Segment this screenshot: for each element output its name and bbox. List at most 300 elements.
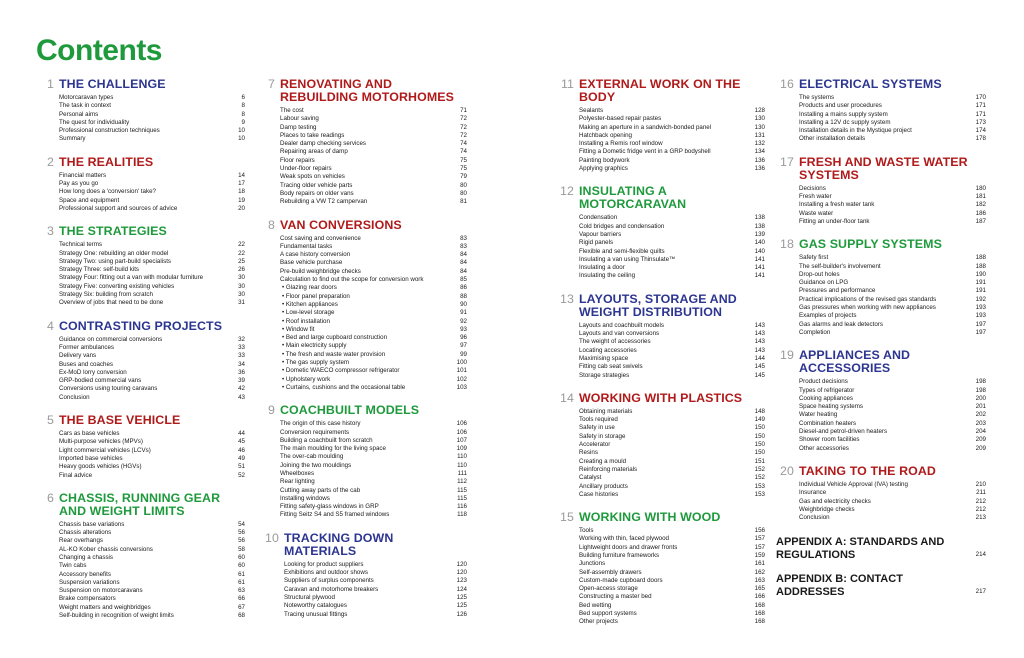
toc-entry[interactable] <box>59 612 245 620</box>
toc-entry-label: • Roof installation <box>280 318 330 326</box>
toc-entry-page: 125 <box>456 602 467 610</box>
toc-entry[interactable] <box>799 127 986 135</box>
toc-entry-page: 210 <box>975 480 986 488</box>
toc-entry[interactable] <box>59 604 245 612</box>
toc-entry[interactable] <box>799 481 986 489</box>
toc-entry-page: 22 <box>238 241 245 249</box>
toc-entry-label: Storage strategies <box>579 371 630 379</box>
toc-entry[interactable] <box>579 610 765 618</box>
toc-entry[interactable] <box>799 489 986 497</box>
toc-entry[interactable] <box>59 283 245 291</box>
toc-entry[interactable] <box>579 544 765 552</box>
toc-entry[interactable] <box>280 268 467 276</box>
toc-entry[interactable] <box>280 140 467 148</box>
toc-entry-label: Resins <box>579 449 598 457</box>
toc-entry[interactable] <box>280 293 467 301</box>
toc-entry[interactable] <box>579 602 765 610</box>
toc-entry[interactable] <box>59 102 245 110</box>
toc-entry-label: Individual Vehicle Approval (IVA) testing <box>799 480 908 488</box>
toc-entry-page: 81 <box>460 198 467 206</box>
toc-entry[interactable] <box>579 527 765 535</box>
toc-entry-label: Rigid panels <box>579 239 614 247</box>
toc-entry-label: Cold bridges and condensation <box>579 222 665 230</box>
toc-entry-page: 90 <box>460 300 467 308</box>
toc-entry[interactable] <box>280 351 467 359</box>
appendix-a <box>776 536 986 561</box>
toc-entry[interactable] <box>280 284 467 292</box>
toc-entry-page: 150 <box>754 441 765 449</box>
toc-entry[interactable] <box>799 279 986 287</box>
toc-entry[interactable] <box>59 571 245 579</box>
toc-entry[interactable] <box>59 188 245 196</box>
toc-entry[interactable] <box>799 498 986 506</box>
toc-entry[interactable] <box>59 579 245 587</box>
toc-entry-page: 174 <box>975 127 986 135</box>
toc-entry-page: 151 <box>754 457 765 465</box>
toc-entry-page: 136 <box>754 156 765 164</box>
toc-entry[interactable] <box>280 429 467 437</box>
toc-entry-label: Building a coachbuilt from scratch <box>280 436 373 444</box>
toc-entry[interactable] <box>799 193 986 201</box>
toc-entry-page: 120 <box>456 569 467 577</box>
toc-entry[interactable] <box>799 304 986 312</box>
toc-entry-label: Layouts and coachbuilt models <box>579 321 664 329</box>
toc-entry[interactable] <box>579 157 765 165</box>
toc-entry-label: Layouts and van conversions <box>579 330 660 338</box>
toc-entry[interactable] <box>59 135 245 143</box>
chapter-heading <box>40 78 245 91</box>
toc-entry[interactable] <box>59 521 245 529</box>
toc-entry[interactable] <box>59 119 245 127</box>
toc-entry[interactable] <box>579 223 765 231</box>
chapter-12 <box>556 185 765 280</box>
appendix-b-title: APPENDIX B: CONTACT ADDRESSES <box>776 573 903 598</box>
toc-entry[interactable] <box>799 428 986 436</box>
toc-entry[interactable] <box>579 338 765 346</box>
toc-entry[interactable] <box>59 172 245 180</box>
toc-entry[interactable] <box>280 173 467 181</box>
chapter-title: CONTRASTING PROJECTS <box>59 318 223 333</box>
toc-entry[interactable] <box>280 367 467 375</box>
toc-entry[interactable] <box>280 453 467 461</box>
toc-entry-page: 212 <box>975 505 986 513</box>
toc-entry[interactable] <box>59 537 245 545</box>
toc-entry-page: 161 <box>754 560 765 568</box>
toc-entry[interactable] <box>799 395 986 403</box>
toc-entry[interactable] <box>280 243 467 251</box>
toc-entry-page: 49 <box>238 454 245 462</box>
toc-entry[interactable] <box>799 403 986 411</box>
toc-entry[interactable] <box>284 611 467 619</box>
toc-entry-page: 112 <box>457 478 467 486</box>
toc-entry[interactable] <box>59 291 245 299</box>
chapter-8 <box>261 219 467 393</box>
toc-entry-label: • Dometic WAECO compressor refrigerator <box>280 367 399 375</box>
toc-entry-label: Self-assembly drawers <box>579 568 642 576</box>
toc-entry[interactable] <box>579 449 765 457</box>
toc-entry[interactable] <box>799 111 986 119</box>
toc-entry[interactable] <box>280 511 467 519</box>
toc-entry[interactable] <box>280 487 467 495</box>
toc-entry[interactable] <box>280 326 467 334</box>
toc-entry[interactable] <box>280 495 467 503</box>
toc-entry[interactable] <box>59 463 245 471</box>
toc-entry-label: Light commercial vehicles (LCVs) <box>59 446 151 454</box>
toc-entry[interactable] <box>579 239 765 247</box>
toc-entry[interactable] <box>579 115 765 123</box>
toc-entry-page: 131 <box>754 131 765 139</box>
toc-entry[interactable] <box>284 577 467 585</box>
toc-entry[interactable] <box>579 355 765 363</box>
toc-entry[interactable] <box>284 561 467 569</box>
toc-entry[interactable] <box>579 416 765 424</box>
toc-entry-label: Insulating a door <box>579 264 625 272</box>
chapter-heading <box>261 532 467 558</box>
toc-entry-label: Maximising space <box>579 354 629 362</box>
toc-entry[interactable] <box>579 577 765 585</box>
toc-entry[interactable] <box>59 127 245 135</box>
toc-entry-label: • The gas supply system <box>280 359 349 367</box>
toc-entry-page: 191 <box>975 287 986 295</box>
toc-entry[interactable] <box>799 321 986 329</box>
toc-entry[interactable] <box>284 602 467 610</box>
chapter-entries <box>799 254 986 337</box>
toc-entry[interactable] <box>280 198 467 206</box>
toc-entry-label: Installation details in the Mystique project <box>799 127 912 135</box>
chapter-entries <box>280 420 467 520</box>
toc-entry[interactable] <box>280 342 467 350</box>
toc-entry[interactable] <box>579 148 765 156</box>
chapter-number: 18 <box>780 237 794 252</box>
toc-entry-label: Joining the two mouldings <box>280 461 352 469</box>
chapter-title: EXTERNAL WORK ON THE BODY <box>579 77 741 104</box>
toc-entry[interactable] <box>579 408 765 416</box>
toc-entry[interactable] <box>280 157 467 165</box>
toc-entry[interactable] <box>799 296 986 304</box>
toc-entry[interactable] <box>579 256 765 264</box>
chapter-heading <box>556 392 765 405</box>
toc-entry-label: Fundamental tasks <box>280 242 333 250</box>
toc-entry[interactable] <box>579 535 765 543</box>
toc-entry-page: 181 <box>975 193 986 201</box>
toc-entry[interactable] <box>579 264 765 272</box>
chapter-number: 12 <box>560 184 574 199</box>
toc-entry[interactable] <box>59 554 245 562</box>
toc-entry[interactable] <box>59 205 245 213</box>
toc-entry-label: Conversion requirements <box>280 428 350 436</box>
toc-entry[interactable] <box>799 185 986 193</box>
toc-entry-label: Personal aims <box>59 110 99 118</box>
toc-entry[interactable] <box>59 587 245 595</box>
toc-entry-label: Condensation <box>579 214 618 222</box>
chapter-20 <box>776 465 986 522</box>
chapter-heading <box>776 78 986 91</box>
toc-entry-label: Calculation to find out the scope for conversion work <box>280 276 424 284</box>
toc-entry-label: Conclusion <box>59 393 90 401</box>
toc-entry-label: • Glazing rear doors <box>280 284 337 292</box>
toc-entry[interactable] <box>799 445 986 453</box>
toc-entry[interactable] <box>579 231 765 239</box>
toc-entry[interactable] <box>579 363 765 371</box>
toc-entry[interactable] <box>579 458 765 466</box>
toc-entry[interactable] <box>59 250 245 258</box>
toc-entry[interactable] <box>59 241 245 249</box>
toc-entry-label: Other projects <box>579 618 618 626</box>
toc-entry-page: 213 <box>975 514 986 522</box>
toc-entry[interactable] <box>799 329 986 337</box>
chapter-title: WORKING WITH WOOD <box>579 510 721 525</box>
toc-entry-page: 198 <box>975 386 986 394</box>
toc-entry[interactable] <box>799 378 986 386</box>
toc-entry[interactable] <box>280 384 467 392</box>
toc-entry-label: Gas pressures when working with new appliances <box>799 304 936 312</box>
toc-entry[interactable] <box>799 312 986 320</box>
toc-entry-label: Suspension variations <box>59 578 120 586</box>
toc-entry[interactable] <box>799 387 986 395</box>
toc-entry[interactable] <box>280 235 467 243</box>
toc-entry[interactable] <box>799 201 986 209</box>
toc-entry[interactable] <box>59 344 245 352</box>
toc-entry[interactable] <box>799 436 986 444</box>
toc-entry[interactable] <box>799 271 986 279</box>
chapter-entries <box>59 430 245 480</box>
toc-entry[interactable] <box>579 272 765 280</box>
toc-entry-label: Strategy Five: converting existing vehicles <box>59 282 175 290</box>
toc-entry[interactable] <box>284 594 467 602</box>
toc-entry[interactable] <box>59 394 245 402</box>
toc-entry[interactable] <box>579 424 765 432</box>
toc-entry-label: Professional support and sources of advice <box>59 204 178 212</box>
toc-entry[interactable] <box>799 506 986 514</box>
toc-entry[interactable] <box>59 266 245 274</box>
toc-entry[interactable] <box>280 462 467 470</box>
toc-entry-label: Fitting safety-glass windows in GRP <box>280 503 379 511</box>
toc-entry-page: 192 <box>975 295 986 303</box>
toc-entry[interactable] <box>579 124 765 132</box>
toc-entry[interactable] <box>799 102 986 110</box>
chapter-number: 13 <box>560 291 574 306</box>
toc-entry-label: Strategy One: rebuilding an older model <box>59 249 169 257</box>
toc-entry[interactable] <box>280 420 467 428</box>
toc-entry[interactable] <box>280 115 467 123</box>
toc-entry-label: Looking for product suppliers <box>284 560 364 568</box>
toc-entry[interactable] <box>59 385 245 393</box>
toc-entry[interactable] <box>59 447 245 455</box>
toc-entry-label: Safety first <box>799 254 829 262</box>
toc-entry-label: Completion <box>799 328 831 336</box>
toc-entry-page: 72 <box>460 131 467 139</box>
chapter-title: THE STRATEGIES <box>59 224 167 239</box>
chapter-entries <box>579 214 765 280</box>
toc-entry[interactable] <box>579 372 765 380</box>
toc-entry[interactable] <box>799 119 986 127</box>
chapter-title: THE CHALLENGE <box>59 77 166 91</box>
toc-entry[interactable] <box>579 491 765 499</box>
toc-entry[interactable] <box>799 263 986 271</box>
toc-entry[interactable] <box>59 529 245 537</box>
toc-entry[interactable] <box>579 569 765 577</box>
toc-entry[interactable] <box>579 483 765 491</box>
toc-entry[interactable] <box>579 140 765 148</box>
toc-entry[interactable] <box>799 135 986 143</box>
toc-entry-label: Installing a 12V dc supply system <box>799 118 891 126</box>
toc-entry[interactable] <box>579 107 765 115</box>
toc-entry[interactable] <box>59 180 245 188</box>
toc-entry[interactable] <box>59 472 245 480</box>
toc-entry-page: 115 <box>457 486 467 494</box>
toc-entry-page: 111 <box>457 469 467 477</box>
toc-entry[interactable] <box>59 455 245 463</box>
toc-entry-page: 182 <box>975 201 986 209</box>
toc-entry[interactable] <box>280 301 467 309</box>
toc-entry-page: 178 <box>975 135 986 143</box>
toc-entry[interactable] <box>59 361 245 369</box>
toc-entry[interactable] <box>579 560 765 568</box>
toc-entry-label: • Bed and large cupboard construction <box>280 334 387 342</box>
toc-entry-page: 43 <box>238 393 245 401</box>
chapter-title: TAKING TO THE ROAD <box>799 463 936 478</box>
toc-entry-label: How long does a 'conversion' take? <box>59 188 156 196</box>
toc-entry[interactable] <box>284 586 467 594</box>
chapter-heading <box>40 156 245 169</box>
toc-entry-label: Self-building in recognition of weight limits <box>59 612 174 620</box>
toc-entry[interactable] <box>799 411 986 419</box>
toc-entry[interactable] <box>280 132 467 140</box>
toc-entry-page: 74 <box>460 140 467 148</box>
toc-entry[interactable] <box>579 330 765 338</box>
toc-entry[interactable] <box>59 94 245 102</box>
toc-entry[interactable] <box>280 359 467 367</box>
toc-entry[interactable] <box>579 618 765 626</box>
toc-entry-label: Insurance <box>799 489 827 497</box>
chapter-entries <box>799 94 986 144</box>
toc-entry[interactable] <box>280 478 467 486</box>
toc-entry-page: 171 <box>975 102 986 110</box>
toc-entry[interactable] <box>280 318 467 326</box>
toc-entry[interactable] <box>579 474 765 482</box>
toc-entry-label: Ex-MoD lorry conversion <box>59 368 127 376</box>
chapter-entries <box>59 521 245 621</box>
toc-entry-page: 80 <box>460 189 467 197</box>
toc-entry[interactable] <box>280 107 467 115</box>
toc-entry[interactable] <box>280 503 467 511</box>
toc-entry-page: 22 <box>238 249 245 257</box>
toc-entry[interactable] <box>59 546 245 554</box>
toc-entry-label: Bed support systems <box>579 610 637 618</box>
toc-entry[interactable] <box>59 197 245 205</box>
toc-entry[interactable] <box>579 248 765 256</box>
toc-entry-label: Motorcaravan types <box>59 94 114 101</box>
toc-entry[interactable] <box>59 352 245 360</box>
toc-entry[interactable] <box>799 420 986 428</box>
toc-entry-label: Weighbridge checks <box>799 505 855 513</box>
chapter-19 <box>776 349 986 453</box>
toc-entry-label: • Window fit <box>280 326 314 334</box>
toc-entry[interactable] <box>280 124 467 132</box>
toc-entry-page: 75 <box>460 156 467 164</box>
toc-column-2 <box>261 78 467 619</box>
toc-entry-page: 83 <box>460 242 467 250</box>
toc-entry-page: 54 <box>238 520 245 528</box>
toc-entry[interactable] <box>59 595 245 603</box>
toc-entry[interactable] <box>280 276 467 284</box>
toc-entry[interactable] <box>59 430 245 438</box>
toc-entry[interactable] <box>799 254 986 262</box>
toc-entry[interactable] <box>579 322 765 330</box>
toc-entry[interactable] <box>280 251 467 259</box>
toc-entry[interactable] <box>280 182 467 190</box>
toc-entry[interactable] <box>59 369 245 377</box>
toc-entry[interactable] <box>280 309 467 317</box>
toc-entry[interactable] <box>579 593 765 601</box>
toc-entry[interactable] <box>59 336 245 344</box>
toc-entry[interactable] <box>799 287 986 295</box>
toc-entry-label: Other accessories <box>799 444 849 452</box>
toc-entry[interactable] <box>280 445 467 453</box>
toc-entry[interactable] <box>799 218 986 226</box>
toc-entry[interactable] <box>799 210 986 218</box>
toc-entry[interactable] <box>284 569 467 577</box>
toc-entry[interactable] <box>579 214 765 222</box>
toc-entry[interactable] <box>59 377 245 385</box>
toc-entry[interactable] <box>280 437 467 445</box>
toc-entry-page: 75 <box>460 165 467 173</box>
toc-entry-label: Case histories <box>579 490 619 498</box>
toc-entry[interactable] <box>280 259 467 267</box>
toc-entry[interactable] <box>579 433 765 441</box>
toc-entry[interactable] <box>280 190 467 198</box>
toc-entry[interactable] <box>579 466 765 474</box>
toc-entry-label: Suppliers of surplus components <box>284 577 374 585</box>
toc-entry-page: 18 <box>238 188 245 196</box>
toc-entry[interactable] <box>59 111 245 119</box>
toc-entry-label: Sealants <box>579 107 604 114</box>
toc-entry-page: 74 <box>460 148 467 156</box>
toc-entry[interactable] <box>579 132 765 140</box>
toc-entry[interactable] <box>59 438 245 446</box>
chapter-number: 1 <box>47 77 54 91</box>
toc-entry-page: 188 <box>975 254 986 262</box>
toc-entry[interactable] <box>579 347 765 355</box>
toc-entry[interactable] <box>59 562 245 570</box>
toc-entry[interactable] <box>59 258 245 266</box>
toc-entry-label: Examples of projects <box>799 312 857 320</box>
toc-entry[interactable] <box>799 94 986 102</box>
toc-entry[interactable] <box>579 441 765 449</box>
toc-entry[interactable] <box>280 376 467 384</box>
toc-entry-label: Products and user procedures <box>799 102 882 110</box>
toc-entry[interactable] <box>579 552 765 560</box>
toc-entry[interactable] <box>579 585 765 593</box>
toc-entry-label: Body repairs on older vans <box>280 189 354 197</box>
toc-entry[interactable] <box>280 334 467 342</box>
toc-entry[interactable] <box>280 148 467 156</box>
chapter-entries <box>59 94 245 144</box>
toc-entry[interactable] <box>799 514 986 522</box>
toc-entry-label: Installing a fresh water tank <box>799 201 875 209</box>
chapter-number: 5 <box>47 413 54 428</box>
toc-entry[interactable] <box>280 165 467 173</box>
toc-entry[interactable] <box>59 274 245 282</box>
toc-entry[interactable] <box>59 299 245 307</box>
toc-entry-label: Fitting cab seat swivels <box>579 363 643 371</box>
chapter-number: 2 <box>47 154 54 169</box>
chapter-number: 3 <box>47 224 54 239</box>
chapter-number: 9 <box>268 403 275 418</box>
chapter-title: THE BASE VEHICLE <box>59 413 181 428</box>
toc-entry[interactable] <box>280 470 467 478</box>
toc-entry[interactable] <box>579 165 765 173</box>
